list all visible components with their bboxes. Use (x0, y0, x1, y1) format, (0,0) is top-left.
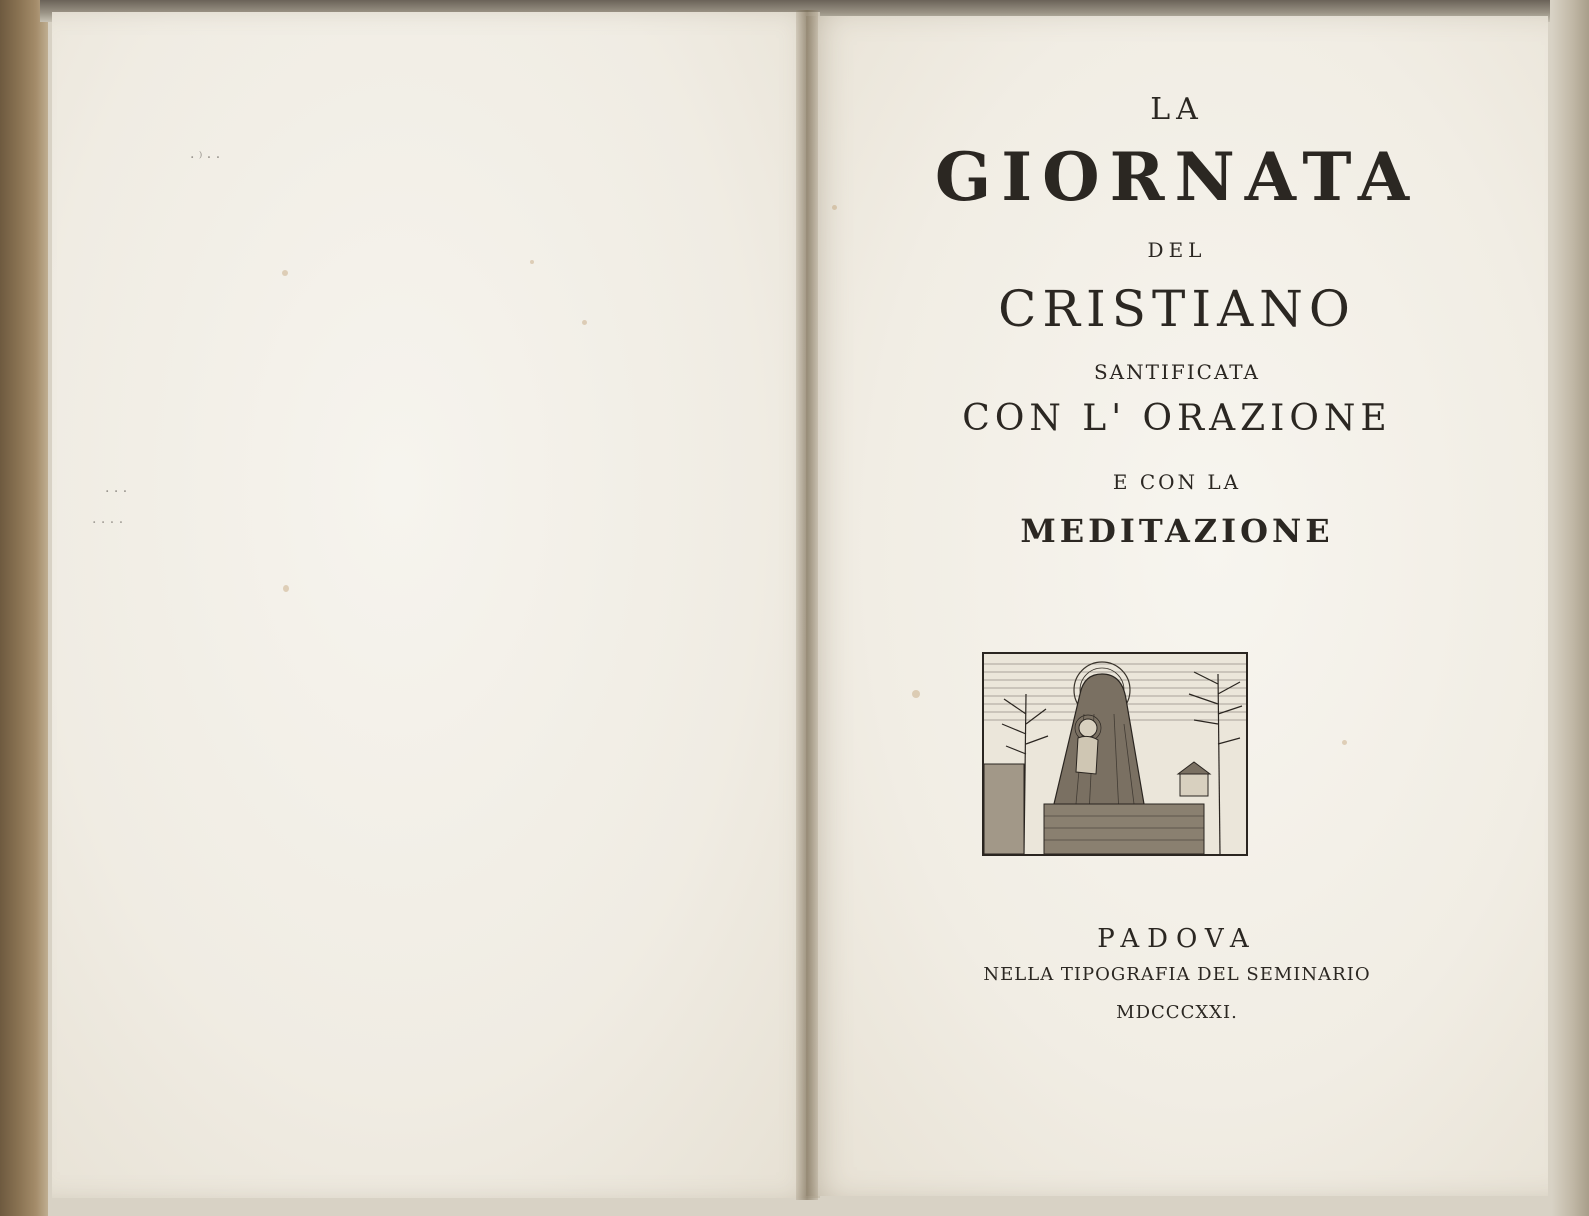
madonna-woodcut-image (982, 652, 1248, 856)
foxing-spot (283, 585, 289, 592)
pencil-mark: · · · · (92, 515, 124, 531)
imprint-printer: NELLA TIPOGRAFIA DEL SEMINARIO (983, 964, 1371, 985)
title-block (806, 0, 1548, 1216)
title-santificata: SANTIFICATA (1093, 360, 1260, 384)
title-orazione: CON L' ORAZIONE (962, 398, 1392, 439)
left-blank-page (52, 12, 820, 1198)
foxing-spot (530, 260, 534, 264)
title-cristiano: CRISTIANO (998, 280, 1356, 338)
book-cover-spine (0, 0, 48, 1216)
pencil-mark: · · · (105, 484, 128, 500)
book-cover-right-edge (1551, 0, 1589, 1216)
imprint-year: MDCCCXXI. (1116, 1002, 1238, 1023)
title-main-word: GIORNATA (934, 138, 1420, 216)
title-del: DEL (1147, 238, 1207, 262)
title-e-con-la: E CON LA (1112, 470, 1242, 494)
title-article: LA (1150, 92, 1204, 127)
imprint-city: PADOVA (1097, 924, 1257, 954)
pencil-mark: · ⁾ · · (190, 150, 221, 166)
title-meditazione: MEDITAZIONE (1020, 512, 1334, 550)
foxing-spot (282, 270, 288, 276)
foxing-spot (582, 320, 587, 325)
